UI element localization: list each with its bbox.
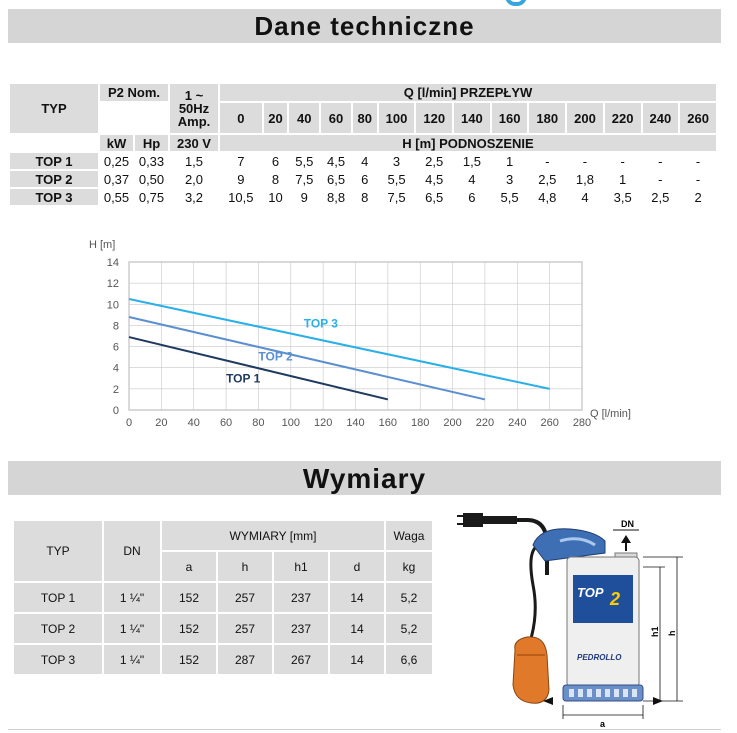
cell-h: 4 <box>567 189 603 205</box>
y-tick-label: 0 <box>112 405 119 417</box>
dn-arrow-icon <box>613 530 639 551</box>
h-label: h <box>667 630 677 636</box>
x-tick-label: 120 <box>313 417 333 429</box>
cell-amp: 2,0 <box>170 171 218 187</box>
cell-h: 8 <box>264 171 288 187</box>
cell-h: 6,5 <box>321 171 351 187</box>
y-axis-label: H [m] <box>89 239 116 251</box>
q-value: 120 <box>416 103 452 133</box>
dim-cell-dn: 1 ¼" <box>104 583 160 612</box>
series-label: TOP 2 <box>258 349 293 364</box>
y-tick-label: 6 <box>112 341 119 354</box>
x-tick-label: 80 <box>252 417 265 429</box>
cell-h: 6 <box>454 189 490 205</box>
dim-cell-kg: 5,2 <box>386 614 432 643</box>
dim-cell-name: TOP 2 <box>14 614 102 643</box>
unit-kw: kW <box>100 135 133 151</box>
x-tick-label: 160 <box>378 417 398 429</box>
cell-h: 7,5 <box>289 171 319 187</box>
q-value: 20 <box>264 103 288 133</box>
dim-cell-d: 14 <box>330 614 384 643</box>
cell-hp: 0,33 <box>135 153 168 169</box>
table-row <box>10 153 716 169</box>
y-tick-label: 14 <box>106 257 119 269</box>
cell-h: 7 <box>220 153 262 169</box>
cell-h: 2,5 <box>643 189 679 205</box>
cell-name: TOP 2 <box>10 171 98 187</box>
dim-cell-h: 257 <box>218 583 272 612</box>
series-label: TOP 3 <box>303 316 338 331</box>
cell-h: - <box>680 153 716 169</box>
q-value: 40 <box>289 103 319 133</box>
q-value: 80 <box>353 103 377 133</box>
cell-h: 2,5 <box>529 171 565 187</box>
col-typ: TYP <box>10 84 98 133</box>
dim-sub-h1: h1 <box>274 552 328 581</box>
x-tick-label: 0 <box>125 417 133 429</box>
brand-top: TOP <box>577 585 604 600</box>
pump-handle <box>533 529 605 561</box>
cell-h: 1 <box>492 153 528 169</box>
dim-cell-h: 287 <box>218 645 272 674</box>
phase-label: 1 ~ 50Hz Amp. <box>177 88 211 129</box>
dim-col-waga: Waga <box>386 521 432 550</box>
section-title-tech: Dane techniczne <box>8 9 721 43</box>
cell-h: 8 <box>353 189 377 205</box>
cell-h: 2,5 <box>416 153 452 169</box>
cell-kw: 0,37 <box>100 171 133 187</box>
unit-volt: 230 V <box>170 135 218 151</box>
dim-cell-dn: 1 ¼" <box>104 645 160 674</box>
cell-hp: 0,75 <box>135 189 168 205</box>
y-tick-label: 10 <box>106 299 119 312</box>
cell-h: 4,5 <box>416 171 452 187</box>
q-value: 140 <box>454 103 490 133</box>
cell-h: 3 <box>379 153 415 169</box>
cell-h: 5,5 <box>379 171 415 187</box>
pump-drawing <box>455 505 695 730</box>
dn-label: DN <box>621 519 634 529</box>
a-label: a <box>600 719 606 729</box>
cell-h: 3,5 <box>605 189 641 205</box>
y-tick-label: 8 <box>112 320 119 333</box>
q-value: 240 <box>643 103 679 133</box>
x-tick-label: 100 <box>281 417 300 429</box>
cell-h: 4 <box>454 171 490 187</box>
cell-amp: 1,5 <box>170 153 218 169</box>
dim-col-wymiary: WYMIARY [mm] <box>162 521 384 550</box>
dim-cell-h1: 267 <box>274 645 328 674</box>
cell-h: 6 <box>264 153 288 169</box>
dim-cell-h1: 237 <box>274 614 328 643</box>
performance-chart <box>80 235 650 430</box>
col-p2-nom: P2 Nom. <box>100 84 168 101</box>
section-title-dims: Wymiary <box>8 461 721 495</box>
dim-cell-d: 14 <box>330 645 384 674</box>
table-row <box>14 583 432 612</box>
series-label: TOP 1 <box>226 371 261 386</box>
q-value: 60 <box>321 103 351 133</box>
table-row <box>10 171 716 187</box>
cell-h: - <box>567 153 603 169</box>
x-tick-label: 220 <box>475 417 495 429</box>
cell-h: 5,5 <box>289 153 319 169</box>
dim-cell-name: TOP 1 <box>14 583 102 612</box>
y-tick-label: 12 <box>106 278 119 291</box>
x-tick-label: 20 <box>155 417 168 429</box>
pump-body <box>563 557 643 701</box>
q-value: 200 <box>567 103 603 133</box>
cell-amp: 3,2 <box>170 189 218 205</box>
dim-cell-dn: 1 ¼" <box>104 614 160 643</box>
cell-h: 10,5 <box>220 189 262 205</box>
pedrollo-logo: PEDROLLO <box>577 653 622 662</box>
y-tick-label: 2 <box>112 383 119 396</box>
cell-kw: 0,55 <box>100 189 133 205</box>
cell-h: 10 <box>264 189 288 205</box>
y-tick-label: 4 <box>112 362 119 375</box>
float-switch <box>513 637 549 703</box>
dim-col-dn: DN <box>104 521 160 581</box>
cell-h: 3 <box>492 171 528 187</box>
x-tick-label: 200 <box>443 417 462 429</box>
cell-name: TOP 3 <box>10 189 98 205</box>
cell-kw: 0,25 <box>100 153 133 169</box>
cell-h: 1,8 <box>567 171 603 187</box>
dim-cell-a: 152 <box>162 614 216 643</box>
cell-h: - <box>605 153 641 169</box>
dim-cell-d: 14 <box>330 583 384 612</box>
cell-h: - <box>643 153 679 169</box>
q-value: 220 <box>605 103 641 133</box>
unit-hp: Hp <box>135 135 168 151</box>
col-phase <box>170 84 218 133</box>
brand-number: 2 <box>610 589 621 609</box>
dim-cell-kg: 5,2 <box>386 583 432 612</box>
x-tick-label: 260 <box>540 417 559 429</box>
cell-h: 1 <box>605 171 641 187</box>
dim-cell-a: 152 <box>162 583 216 612</box>
table-row <box>14 614 432 643</box>
q-value: 180 <box>529 103 565 133</box>
dim-cell-name: TOP 3 <box>14 645 102 674</box>
x-axis-label: Q [l/min] <box>590 408 631 420</box>
cell-h: 9 <box>220 171 262 187</box>
x-tick-label: 60 <box>219 417 233 429</box>
q-value: 260 <box>680 103 716 133</box>
cell-h: 6 <box>353 171 377 187</box>
x-tick-label: 240 <box>508 417 527 429</box>
cell-h: 4,8 <box>529 189 565 205</box>
bottom-divider <box>8 729 721 730</box>
cell-h: 2 <box>680 189 716 205</box>
q-value: 0 <box>220 103 262 133</box>
cell-h: 9 <box>289 189 319 205</box>
cell-h: 4,5 <box>321 153 351 169</box>
table-row <box>14 645 432 674</box>
cell-h: - <box>680 171 716 187</box>
x-tick-label: 140 <box>346 417 365 429</box>
cell-h: 4 <box>353 153 377 169</box>
q-value: 100 <box>379 103 415 133</box>
table-row <box>10 189 716 205</box>
cell-h: 6,5 <box>416 189 452 205</box>
cell-h: 5,5 <box>492 189 528 205</box>
x-tick-label: 180 <box>411 417 430 429</box>
q-value: 160 <box>492 103 528 133</box>
tech-data-table <box>8 82 718 207</box>
cell-h: - <box>643 171 679 187</box>
cell-h: 1,5 <box>454 153 490 169</box>
q-header: Q [l/min] PRZEPŁYW <box>220 84 716 101</box>
cell-name: TOP 1 <box>10 153 98 169</box>
dim-cell-kg: 6,6 <box>386 645 432 674</box>
x-tick-label: 40 <box>187 417 200 429</box>
cell-h: 8,8 <box>321 189 351 205</box>
cell-h: 7,5 <box>379 189 415 205</box>
x-tick-label: 280 <box>572 417 592 429</box>
dim-cell-h: 257 <box>218 614 272 643</box>
top-decoration <box>0 0 737 6</box>
dimensions-table <box>12 519 434 676</box>
cell-h: - <box>529 153 565 169</box>
h-header: H [m] PODNOSZENIE <box>220 135 716 151</box>
cell-hp: 0,50 <box>135 171 168 187</box>
dim-cell-a: 152 <box>162 645 216 674</box>
dim-sub-d: d <box>330 552 384 581</box>
dim-cell-h1: 237 <box>274 583 328 612</box>
dim-sub-kg: kg <box>386 552 432 581</box>
h1-label: h1 <box>650 626 660 637</box>
dim-sub-h: h <box>218 552 272 581</box>
dim-sub-a: a <box>162 552 216 581</box>
dim-col-typ: TYP <box>14 521 102 581</box>
